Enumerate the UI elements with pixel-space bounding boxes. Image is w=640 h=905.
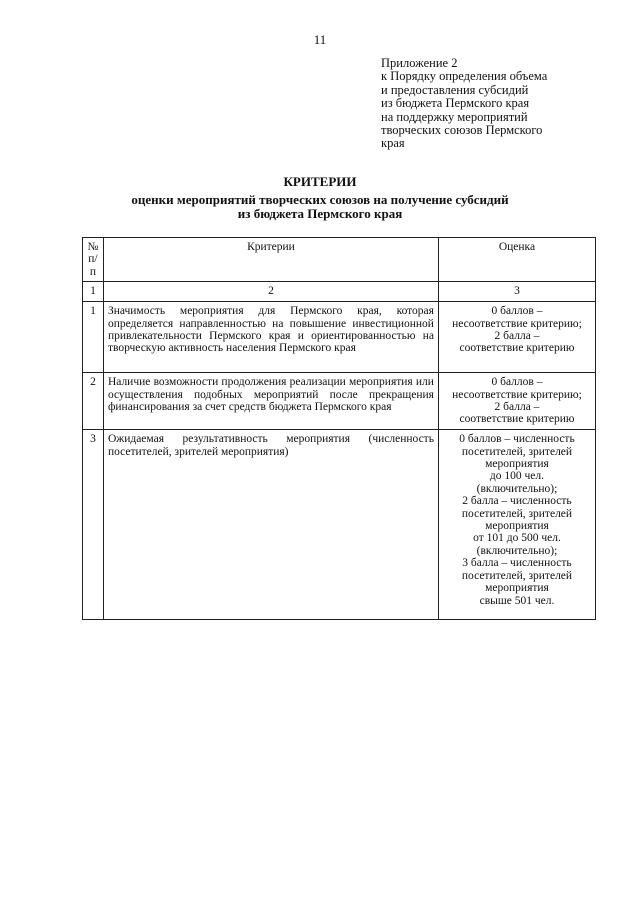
score-line: посетителей, зрителей: [461, 445, 573, 458]
row-number: 2: [83, 373, 104, 430]
criteria-table: [82, 237, 596, 620]
header-criteria-cell: Критерии: [103, 238, 438, 282]
score-line: соответствие критерию: [459, 413, 575, 426]
criteria-text: Ожидаемая результативность мероприятия (численность посетителей, зрителей мероприятия): [103, 430, 438, 620]
score-cell: [438, 373, 595, 430]
score-cell: [438, 430, 595, 620]
score-line: 0 баллов –: [491, 305, 543, 318]
score-line: 2 балла –: [494, 401, 540, 414]
row-number: 3: [83, 430, 104, 620]
score-line: (включительно);: [476, 544, 558, 557]
score-line: до 100 чел.: [489, 470, 545, 483]
appendix-line: творческих союзов Пермского: [381, 123, 543, 138]
table-row: [83, 302, 596, 373]
score-line: посетителей, зрителей: [461, 507, 573, 520]
appendix-line: Приложение 2: [381, 56, 458, 70]
column-index-row: [83, 282, 596, 302]
score-line: несоответствие критерию;: [452, 317, 582, 330]
score-line: посетителей, зрителей: [461, 569, 573, 582]
criteria-text: Значимость мероприятия для Пермского края, которая определяется направленностью на повышение инвестиционной привлекательности Пермского края и ориентированностью на творческую активность населения Пермского края: [103, 302, 438, 373]
table-row: [83, 373, 596, 430]
score-cell: [438, 302, 595, 373]
score-line: мероприятия: [485, 458, 549, 471]
header-num-cell: [83, 238, 104, 282]
score-line: 3 балла – численность: [462, 557, 572, 570]
page-number: 11: [313, 32, 327, 47]
header-num-symbol: №: [87, 241, 99, 253]
score-line: несоответствие критерию;: [452, 388, 582, 401]
column-index-cell: 1: [83, 282, 104, 302]
score-line: (включительно);: [476, 482, 558, 495]
table-header-row: [83, 238, 596, 282]
score-line: 2 балла – численность: [462, 495, 572, 508]
appendix-line: края: [381, 136, 405, 151]
column-index-cell: 3: [438, 282, 595, 302]
appendix-line: из бюджета Пермского края: [381, 96, 530, 111]
score-line: 0 баллов –: [491, 376, 543, 389]
appendix-block: [381, 57, 611, 151]
row-number: 1: [83, 302, 104, 373]
header-num-abbr: п/п: [88, 253, 98, 278]
column-index-cell: 2: [103, 282, 438, 302]
appendix-line: к Порядку определения объема: [381, 69, 548, 84]
score-line: свыше 501 чел.: [479, 594, 555, 607]
subtitle-line-2: из бюджета Пермского края: [237, 206, 403, 221]
score-line: от 101 до 500 чел.: [473, 532, 561, 545]
header-score-cell: Оценка: [438, 238, 595, 282]
score-line: 2 балла –: [494, 330, 540, 343]
score-line: мероприятия: [485, 520, 549, 533]
criteria-text: Наличие возможности продолжения реализации мероприятия или осуществления подобных мероприятий после прекращения финансирования за счет средств бюджета Пермского края: [103, 373, 438, 430]
document-title: КРИТЕРИИ: [283, 174, 357, 189]
appendix-line: и предоставления субсидий: [381, 82, 529, 97]
table-row: [83, 430, 596, 620]
appendix-line: на поддержку мероприятий: [381, 109, 528, 124]
score-line: 0 баллов – численность: [459, 433, 575, 446]
subtitle-line-1: оценки мероприятий творческих союзов на получение субсидий: [131, 192, 509, 207]
document-subtitle: [0, 193, 640, 221]
score-line: мероприятия: [485, 582, 549, 595]
score-line: соответствие критерию: [459, 342, 575, 355]
